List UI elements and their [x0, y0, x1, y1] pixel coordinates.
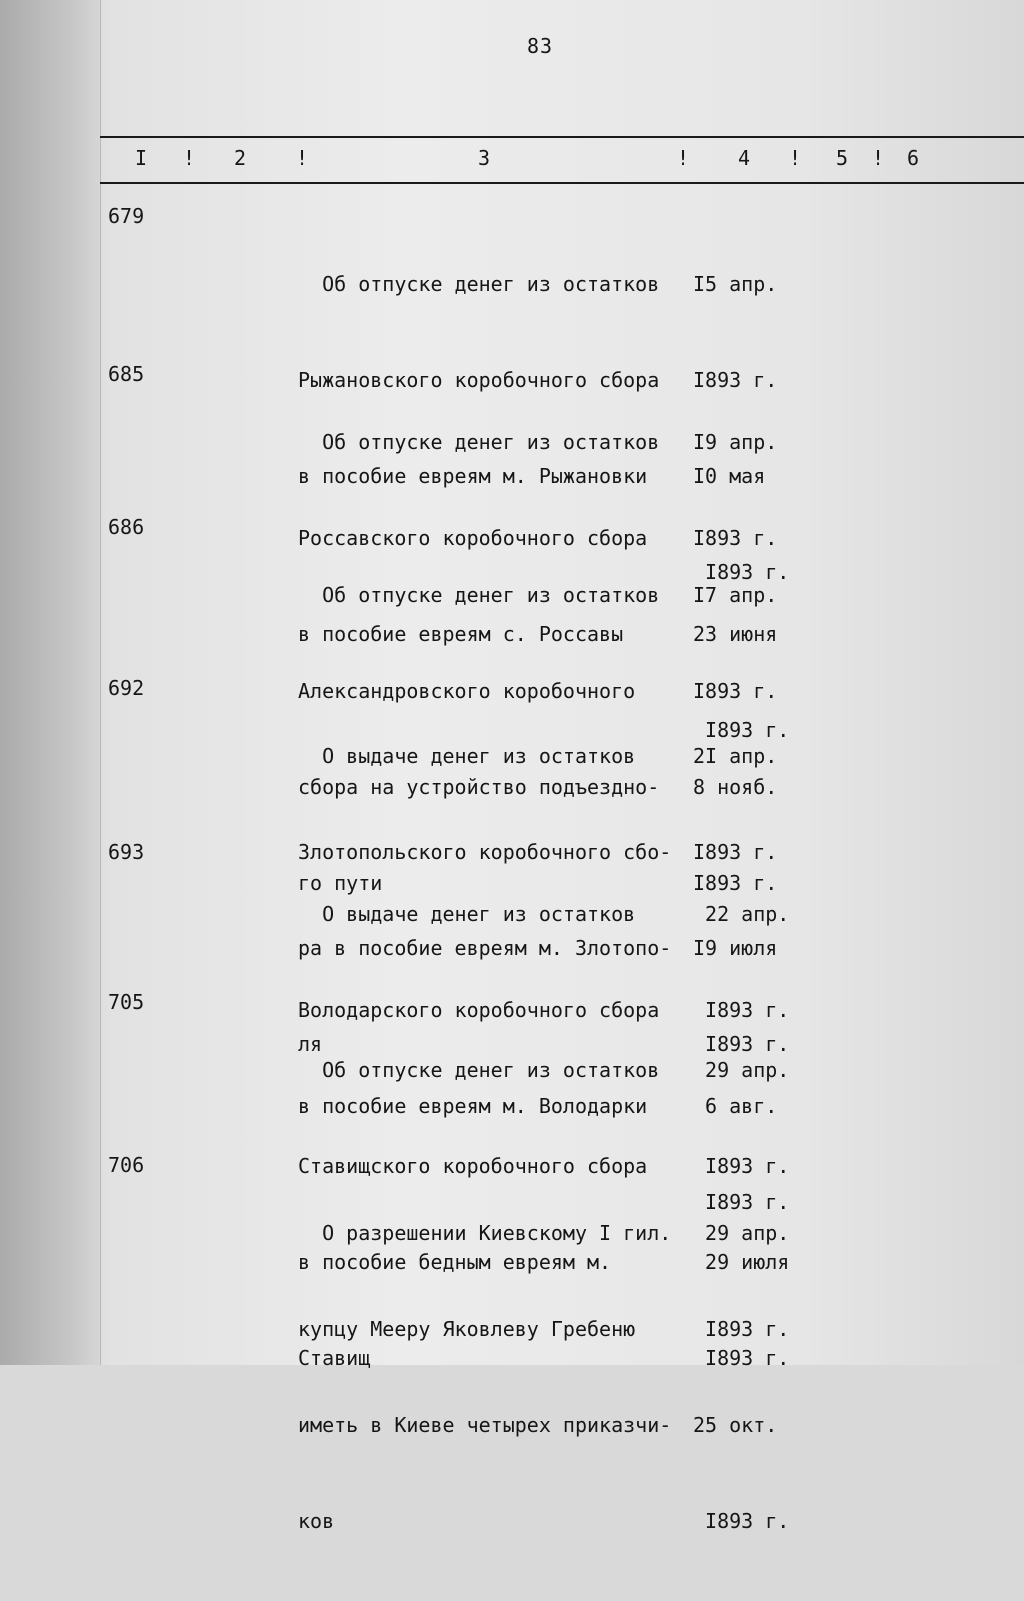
description-line: Злотопольского коробочного сбо-	[298, 840, 672, 864]
record-number: 686	[108, 515, 145, 539]
column-separator: !	[789, 146, 802, 170]
record-number: 706	[108, 1153, 145, 1177]
date-line: I893 г.	[693, 1154, 790, 1178]
description-line: Александровского коробочного	[298, 679, 636, 703]
record-number: 705	[108, 990, 145, 1014]
date-line: I893 г.	[693, 526, 778, 550]
header-top-rule	[100, 136, 1024, 138]
date-line: I893 г.	[693, 998, 790, 1022]
date-line: I0 мая	[693, 464, 766, 488]
column-separator: !	[296, 146, 309, 170]
date-line: I893 г.	[693, 560, 790, 584]
date-line: I893 г.	[693, 1190, 790, 1214]
record-description	[298, 1153, 698, 1601]
description-line: в пособие бедным евреям м.	[298, 1250, 612, 1274]
description-line: в пособие евреям м. Володарки	[298, 1094, 648, 1118]
description-line: го пути	[298, 871, 383, 895]
description-line: Об отпуске денег из остатков	[298, 430, 660, 454]
description-line: сбора на устройство подъездно-	[298, 775, 660, 799]
column-header-1: I	[135, 146, 148, 170]
record-number: 679	[108, 204, 145, 228]
date-line: 8 нояб.	[693, 775, 778, 799]
date-line: I893 г.	[693, 840, 778, 864]
description-line: Володарского коробочного сбора	[298, 998, 660, 1022]
description-line: в пособие евреям с. Россавы	[298, 622, 624, 646]
description-line: Россавского коробочного сбора	[298, 526, 648, 550]
date-line: 23 июня	[693, 622, 778, 646]
date-line: I893 г.	[693, 1317, 790, 1341]
date-line: 6 авг.	[693, 1094, 778, 1118]
date-line: I893 г.	[693, 718, 790, 742]
record-dates	[693, 1153, 813, 1601]
description-line: купцу Мееру Яковлеву Гребеню	[298, 1317, 636, 1341]
description-line: иметь в Киеве четырех приказчи-	[298, 1413, 672, 1437]
description-line: Об отпуске денег из остатков	[298, 272, 660, 296]
date-line: 29 апр.	[693, 1058, 790, 1082]
date-line: I893 г.	[693, 1346, 790, 1370]
description-line: Об отпуске денег из остатков	[298, 583, 660, 607]
column-header-3: 3	[478, 146, 491, 170]
date-line: 2I апр.	[693, 744, 778, 768]
date-line: 29 апр.	[693, 1221, 790, 1245]
column-header-5: 5	[836, 146, 849, 170]
date-line: 29 июля	[693, 1250, 790, 1274]
binding-edge	[0, 0, 101, 1365]
header-bottom-rule	[100, 182, 1024, 184]
description-line: Ставищского коробочного сбора	[298, 1154, 648, 1178]
record-number: 693	[108, 840, 145, 864]
date-line: I893 г.	[693, 368, 778, 392]
description-line: в пособие евреям м. Рыжановки	[298, 464, 648, 488]
column-header-4: 4	[738, 146, 751, 170]
date-line: I7 апр.	[693, 583, 778, 607]
date-line: 25 окт.	[693, 1413, 778, 1437]
date-line: I893 г.	[693, 1032, 790, 1056]
column-header-2: 2	[234, 146, 247, 170]
date-line: I9 июля	[693, 936, 778, 960]
record-number: 685	[108, 362, 145, 386]
description-line: Об отпуске денег из остатков	[298, 1058, 660, 1082]
description-line: О выдаче денег из остатков	[298, 744, 636, 768]
column-header-6: 6	[907, 146, 920, 170]
description-line: ля	[298, 1032, 323, 1056]
record-number: 692	[108, 676, 145, 700]
description-line: Ставищ	[298, 1346, 371, 1370]
description-line: ра в пособие евреям м. Злотопо-	[298, 936, 672, 960]
date-line: I893 г.	[693, 871, 778, 895]
description-line: ков	[298, 1509, 335, 1533]
page-number: 83	[526, 34, 554, 58]
date-line: I5 апр.	[693, 272, 778, 296]
date-line: I893 г.	[693, 679, 778, 703]
column-separator: !	[677, 146, 690, 170]
date-line: 22 апр.	[693, 902, 790, 926]
column-separator: !	[872, 146, 885, 170]
date-line: I9 апр.	[693, 430, 778, 454]
description-line: О разрешении Киевскому I гил.	[298, 1221, 672, 1245]
description-line: О выдаче денег из остатков	[298, 902, 636, 926]
column-separator: !	[183, 146, 196, 170]
description-line: Рыжановского коробочного сбора	[298, 368, 660, 392]
date-line: I893 г.	[693, 1509, 790, 1533]
